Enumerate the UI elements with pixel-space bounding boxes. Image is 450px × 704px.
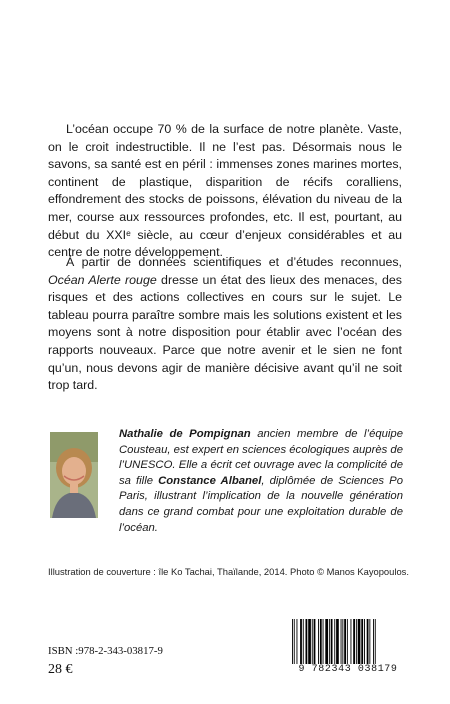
isbn: ISBN :978-2-343-03817-9 [48, 645, 163, 657]
barcode-digits: 9 782343 038179 [288, 664, 408, 675]
summary-paragraph-1: L’océan occupe 70 % de la surface de notre planète. Vaste, on le croit indestructible. Il ne l’est pas. Désormais nous le savons, sa santé est en péril : immenses zones marines mortes, continent de plastique, disparition de récifs coralliens, effondrement des stocks de poissons, élévation du niveau de la mer, course aux ressources profondes, etc. Il est, pourtant, au début du XXIᵉ siècle, au cœur d’enjeux considérables et au centre de notre développement. [48, 122, 402, 260]
cover-illustration-credit: Illustration de couverture : île Ko Tachai, Thaïlande, 2014. Photo © Manos Kayopoulos. [48, 566, 409, 577]
price: 28 € [48, 662, 73, 677]
summary-paragraph-2-rest: dresse un état des lieux des menaces, des risques et des actions collectives en cours sur le sujet. Le tableau pourra paraître sombre mais les solutions existent et les moyens sont à notre disposition pour établir avec l’océan des rapports nouveaux. Parce que notre avenir et le sien ne font qu’un, nous devons agir de manière décisive avant qu’il ne soit trop tard. [48, 272, 402, 393]
summary-paragraph-2-start: À partir de données scientifiques et d’études reconnues, [66, 255, 402, 269]
author-photo [50, 432, 98, 518]
coauthor-name: Constance Albanel [158, 474, 262, 487]
author-name: Nathalie de Pompignan [119, 428, 251, 440]
author-bio-part-2: , diplômée de Sciences Po Paris, illustrant l’implication de la nouvelle génération dans ce grand combat pour une exploitation durable de l’océan. [119, 474, 403, 534]
author-bio [119, 427, 403, 536]
author-bio-part-1: ancien membre de l’équipe Cousteau, est expert en sciences écologiques auprès de l’UNESCO. Elle a écrit cet ouvrage avec la complicité de sa fille [119, 428, 403, 487]
barcode-bars [288, 619, 408, 665]
summary-paragraph-2 [48, 254, 402, 395]
book-title-mention: Océan Alerte rouge [48, 272, 157, 287]
author-portrait-image [50, 432, 98, 518]
